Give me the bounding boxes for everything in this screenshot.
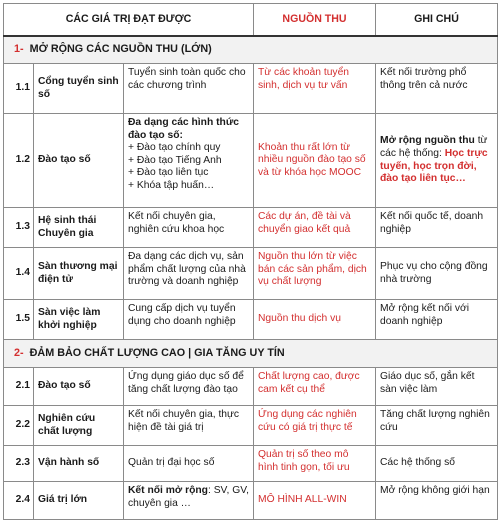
table-header-row [4,4,498,36]
row-source: Từ các khoản tuyển sinh, dịch vụ tư vấn [254,64,376,114]
row-source: Nguồn thu dịch vụ [254,300,376,340]
value-table [3,3,498,520]
list-item: + Đào tạo chính quy [128,142,221,154]
table-row [4,300,498,340]
row-value: Đa dạng các dịch vụ, sản phẩm chất lượng của nhà trường và doanh nghiệp [124,248,254,300]
row-source: Nguồn thu lớn từ việc bán các sản phẩm, dịch vụ chất lượng [254,248,376,300]
row-number: 2.3 [4,446,34,482]
row-source: Khoản thu rất lớn từ nhiều nguồn đào tạo số và từ khóa học MOOC [254,114,376,208]
table-row [4,208,498,248]
row-number: 2.1 [4,368,34,406]
row-name: Vận hành số [34,446,124,482]
section-title [4,36,498,64]
section-number: 1- [14,43,24,56]
section-text: ĐẢM BẢO CHẤT LƯỢNG CAO | GIA TĂNG UY TÍN [29,346,285,359]
row-value: Ứng dụng giáo dục số để tăng chất lượng đào tạo [124,368,254,406]
table-row [4,446,498,482]
row-value-list [128,142,249,192]
row-value [124,114,254,208]
header-source: NGUỒN THU [254,4,376,36]
table-row [4,368,498,406]
row-number: 1.5 [4,300,34,340]
row-source: MÔ HÌNH ALL-WIN [254,482,376,520]
row-value [124,482,254,520]
table-row [4,248,498,300]
row-number: 1.1 [4,64,34,114]
row-note: Tăng chất lượng nghiên cứu [376,406,498,446]
row-value-title: Đa dạng các hình thức đào tạo số: [128,117,240,141]
row-name: Sàn thương mại điện tử [34,248,124,300]
row-name: Nghiên cứu chất lượng [34,406,124,446]
row-name: Cổng tuyển sinh số [34,64,124,114]
row-source: Các dự án, đề tài và chuyển giao kết quả [254,208,376,248]
row-number: 1.3 [4,208,34,248]
row-note: Mở rộng kết nối với doanh nghiệp [376,300,498,340]
table-row [4,482,498,520]
row-name: Đào tạo số [34,114,124,208]
section-title [4,340,498,368]
row-number: 1.2 [4,114,34,208]
row-note: Các hệ thống số [376,446,498,482]
row-value: Kết nối chuyên gia, nghiên cứu khoa học [124,208,254,248]
row-name: Đào tạo số [34,368,124,406]
row-number: 2.2 [4,406,34,446]
section-number: 2- [14,346,24,359]
row-source: Chất lượng cao, được cam kết cụ thể [254,368,376,406]
row-note-red: Học trực tuyến, học trọn đời, đào tạo liên tục… [380,147,488,185]
row-note: Mở rộng không giới hạn [376,482,498,520]
row-value-bold: Kết nối mở rộng [128,485,208,496]
row-value: Tuyển sinh toàn quốc cho các chương trình [124,64,254,114]
row-name: Sàn việc làm khởi nghiệp [34,300,124,340]
row-note [376,114,498,208]
row-name: Giá trị lớn [34,482,124,520]
section-row [4,340,498,368]
row-value: Quản trị đại học số [124,446,254,482]
row-name: Hệ sinh thái Chuyên gia [34,208,124,248]
table-row [4,64,498,114]
row-note: Kết nối quốc tế, doanh nghiệp [376,208,498,248]
row-source: Ứng dụng các nghiên cứu có giá trị thực tế [254,406,376,446]
row-note: Kết nối trường phổ thông trên cả nước [376,64,498,114]
header-note: GHI CHÚ [376,4,498,36]
row-value-rest: : SV, GV, chuyên gia … [128,485,249,509]
row-note-bold: Mở rộng nguồn thu [380,135,475,147]
table-row [4,114,498,208]
header-values: CÁC GIÁ TRỊ ĐẠT ĐƯỢC [4,4,254,36]
table-row [4,406,498,446]
section-row [4,36,498,64]
row-note: Giáo dục số, gắn kết sàn việc làm [376,368,498,406]
row-note: Phục vụ cho cộng đồng nhà trường [376,248,498,300]
list-item: + Đào tạo Tiếng Anh [128,154,222,166]
row-number: 2.4 [4,482,34,520]
list-item: + Khóa tập huấn… [128,179,215,191]
row-value: Cung cấp dịch vụ tuyển dụng cho doanh nghiệp [124,300,254,340]
row-source: Quản trị số theo mô hình tinh gọn, tối ưu [254,446,376,482]
section-text: MỞ RỘNG CÁC NGUỒN THU (LỚN) [29,43,212,56]
row-note-plain: từ các hệ thống: [380,135,488,159]
row-number: 1.4 [4,248,34,300]
list-item: + Đào tạo liên tục [128,167,209,179]
row-value: Kết nối chuyên gia, thực hiện đề tài giá trị [124,406,254,446]
